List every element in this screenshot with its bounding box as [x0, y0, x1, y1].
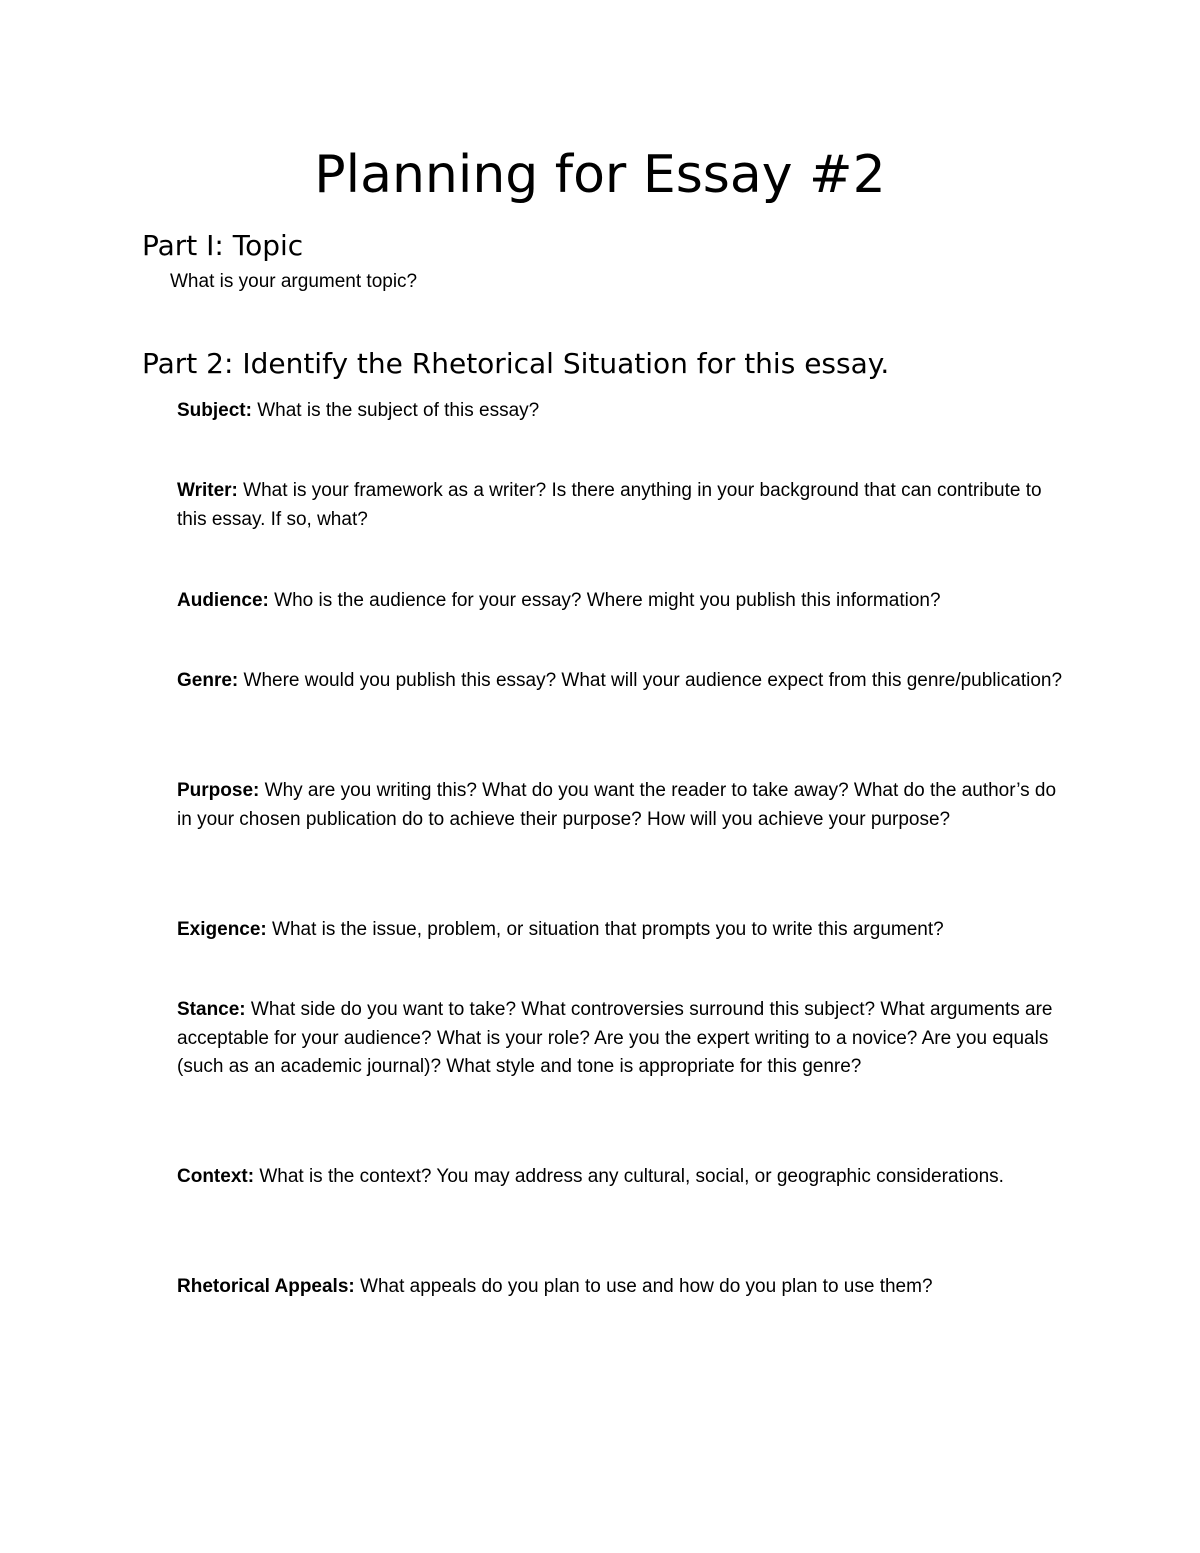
prompt-subject	[177, 397, 1067, 426]
part1-heading: Part I: Topic	[142, 229, 304, 262]
prompt-label: Genre:	[177, 670, 239, 691]
prompt-label: Context:	[177, 1166, 255, 1187]
prompt-label: Audience:	[177, 590, 269, 611]
prompt-text: What is the context? You may address any cultural, social, or geographic considerations.	[254, 1166, 1004, 1187]
part1-question: What is your argument topic?	[170, 271, 418, 292]
prompt-text: What side do you want to take? What controversies surround this subject? What arguments are acceptable for your audience? What is your role? Are you the expert writing to a novice? Are you equals (such as an academic journal)? What style and tone is appropriate for this genre?	[177, 999, 1053, 1077]
prompt-stance	[177, 996, 1067, 1082]
page-title: Planning for Essay #2	[314, 145, 886, 205]
prompt-label: Rhetorical Appeals:	[177, 1276, 355, 1297]
prompt-genre	[177, 667, 1067, 696]
prompt-writer	[177, 477, 1067, 534]
prompt-text: Who is the audience for your essay? Where might you publish this information?	[268, 590, 941, 611]
prompt-context	[177, 1163, 1067, 1192]
prompt-text: What is the subject of this essay?	[251, 400, 540, 421]
prompt-label: Stance:	[177, 999, 246, 1020]
prompt-text: What is the issue, problem, or situation that prompts you to write this argument?	[266, 919, 944, 940]
prompt-text: What appeals do you plan to use and how do you plan to use them?	[354, 1276, 933, 1297]
prompt-rhetorical-appeals	[177, 1273, 1067, 1302]
prompt-label: Subject:	[177, 400, 252, 421]
prompt-label: Purpose:	[177, 780, 260, 801]
prompt-exigence	[177, 916, 1067, 945]
prompt-audience	[177, 587, 1067, 616]
prompt-text: Where would you publish this essay? What will your audience expect from this genre/publication?	[238, 670, 1063, 691]
prompt-label: Writer:	[177, 480, 238, 501]
prompt-text: Why are you writing this? What do you want the reader to take away? What do the author’s do in your chosen publication do to achieve their purpose? How will you achieve your purpose?	[177, 780, 1057, 830]
prompt-text: What is your framework as a writer? Is there anything in your background that can contribute to this essay. If so, what?	[177, 480, 1042, 530]
part2-heading: Part 2: Identify the Rhetorical Situation for this essay.	[142, 347, 890, 380]
prompt-purpose	[177, 777, 1067, 834]
prompt-label: Exigence:	[177, 919, 267, 940]
